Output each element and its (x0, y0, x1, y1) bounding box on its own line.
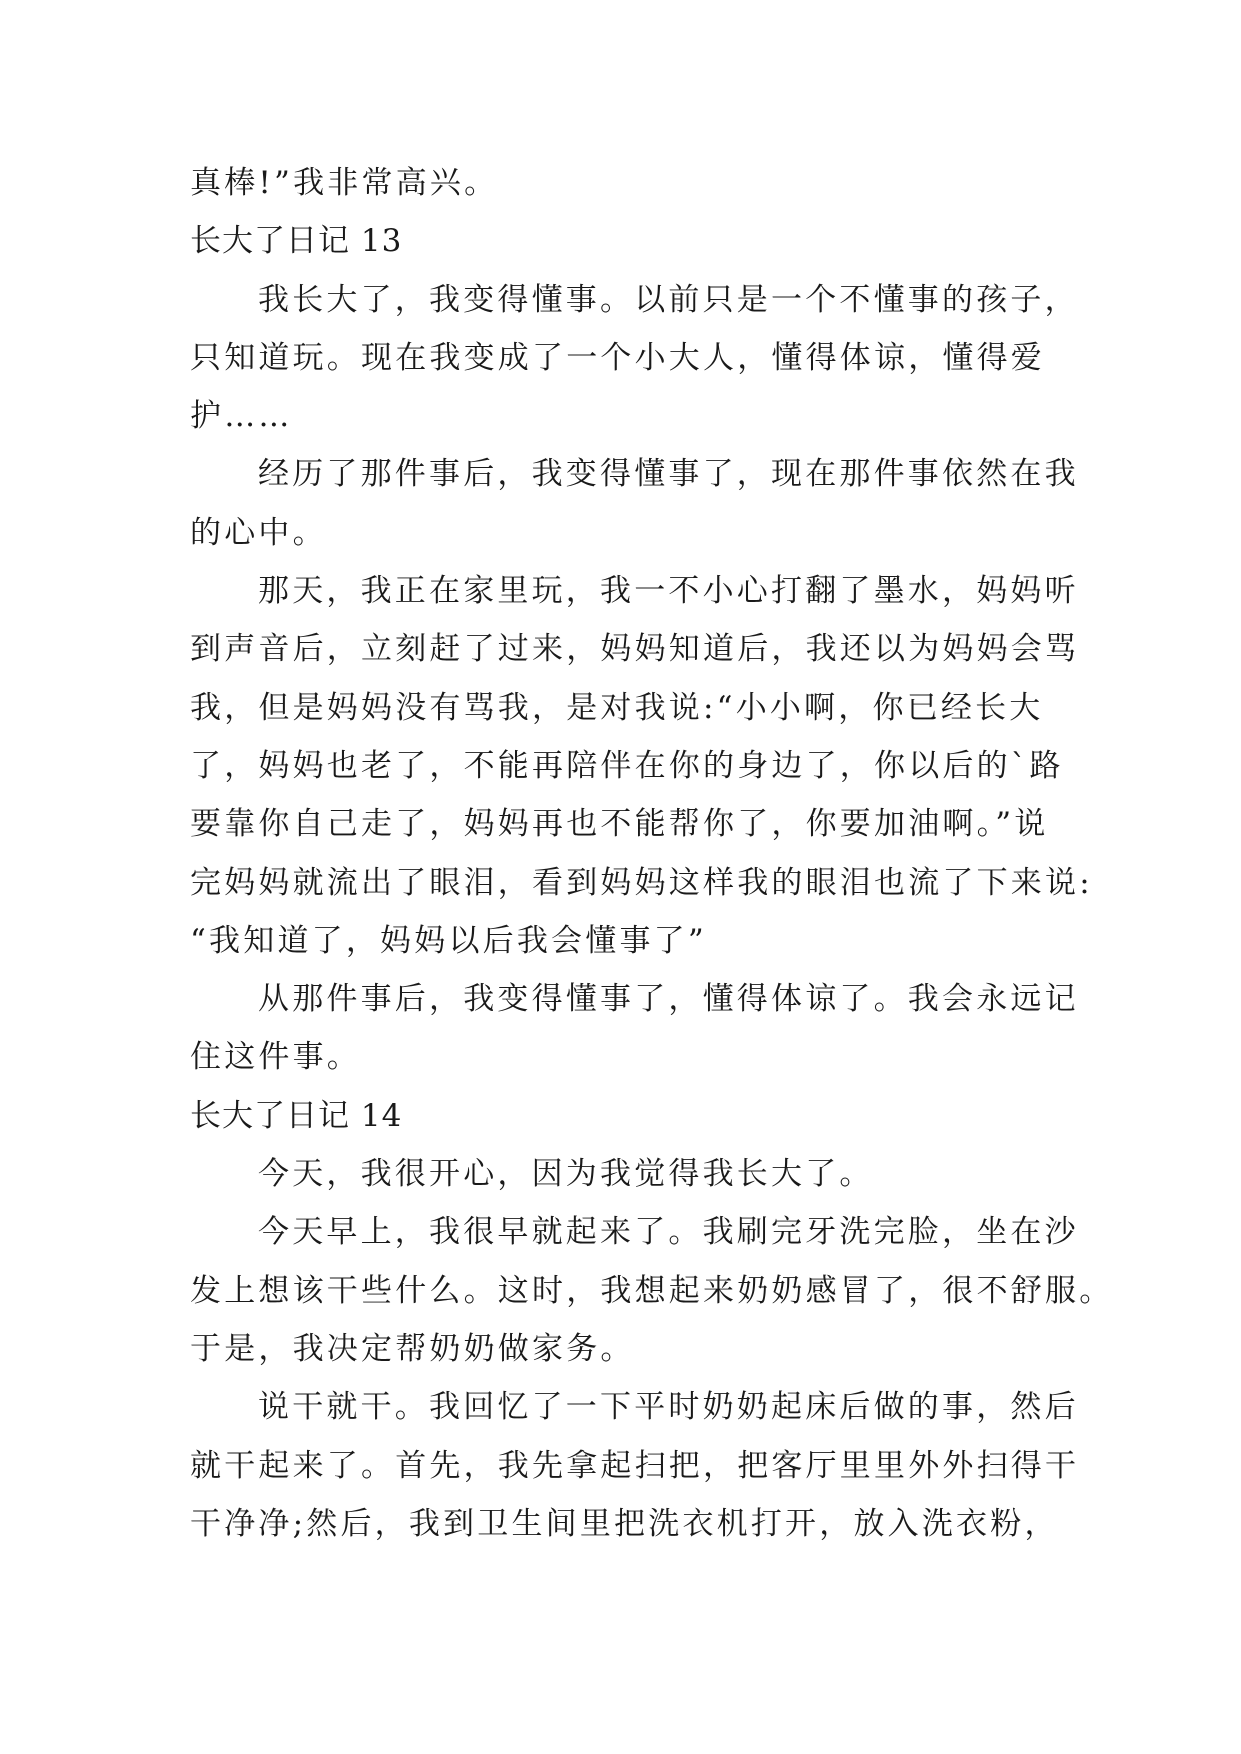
paragraph-first-line: 说干就干。我回忆了一下平时奶奶起床后做的事，然后 (258, 1389, 1079, 1426)
paragraph-first-line: 今天早上，我很早就起来了。我刷完牙洗完脸，坐在沙 (258, 1214, 1079, 1251)
body-line: 护…… (190, 398, 293, 435)
diary-heading: 长大了日记 13 (190, 223, 403, 260)
paragraph-first-line: 那天，我正在家里玩，我一不小心打翻了墨水，妈妈听 (258, 573, 1079, 610)
body-line: 了，妈妈也老了，不能再陪伴在你的身边了，你以后的`路 (190, 747, 1064, 784)
paragraph-first-line: 我长大了，我变得懂事。以前只是一个不懂事的孩子， (258, 281, 1079, 318)
body-line: 完妈妈就流出了眼泪，看到妈妈这样我的眼泪也流了下来说: (190, 864, 1093, 901)
paragraph-first-line: 从那件事后，我变得懂事了，懂得体谅了。我会永远记 (258, 981, 1079, 1018)
body-line: 到声音后，立刻赶了过来，妈妈知道后，我还以为妈妈会骂 (190, 631, 1080, 668)
body-line: 发上想该干些什么。这时，我想起来奶奶感冒了，很不舒服。 (190, 1272, 1114, 1309)
body-line: 干净净;然后，我到卫生间里把洗衣机打开，放入洗衣粉， (190, 1505, 1059, 1542)
body-line: 就干起来了。首先，我先拿起扫把，把客厅里里外外扫得干 (190, 1447, 1080, 1484)
body-line: “我知道了，妈妈以后我会懂事了” (190, 922, 707, 959)
body-line: 真棒!”我非常高兴。 (190, 165, 499, 201)
diary-heading: 长大了日记 14 (190, 1097, 403, 1134)
body-line: 于是，我决定帮奶奶做家务。 (190, 1330, 635, 1367)
body-line: 要靠你自己走了，妈妈再也不能帮你了，你要加油啊。”说 (190, 806, 1049, 843)
text-column (190, 154, 1114, 1553)
body-line: 的心中。 (190, 514, 327, 551)
body-line: 只知道玩。现在我变成了一个小大人，懂得体谅，懂得爱 (190, 339, 1045, 376)
body-line: 我，但是妈妈没有骂我，是对我说:“小小啊，你已经长大 (190, 689, 1044, 726)
body-line: 住这件事。 (190, 1039, 361, 1076)
paragraph-first-line: 今天，我很开心，因为我觉得我长大了。 (258, 1156, 874, 1193)
paragraph-first-line: 经历了那件事后，我变得懂事了，现在那件事依然在我 (258, 456, 1079, 493)
